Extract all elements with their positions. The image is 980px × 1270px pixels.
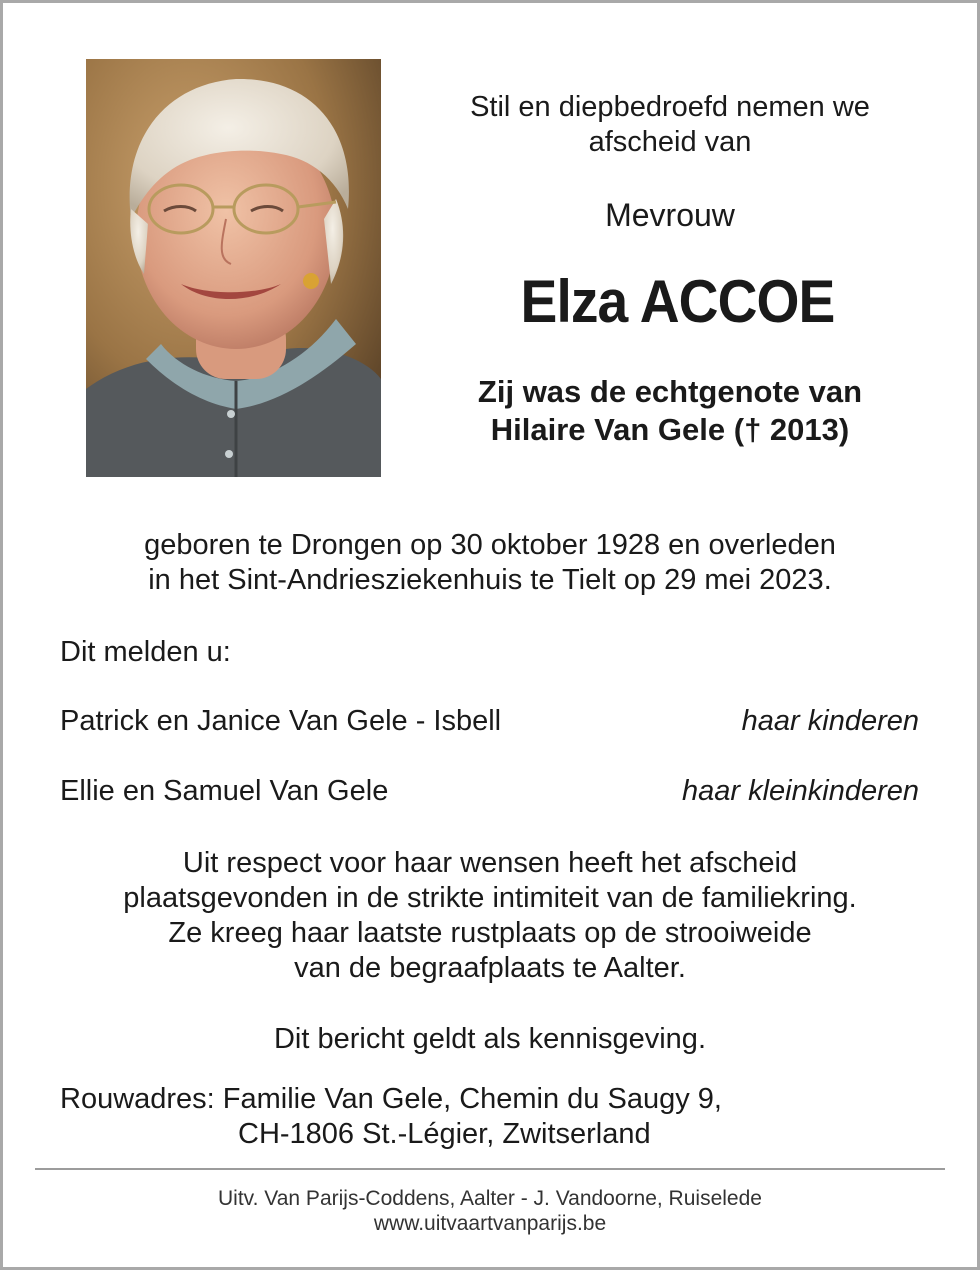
respect-line-3: Ze kreeg haar laatste rustplaats op de strooiweide [168,917,812,949]
intro-line-2: afscheid van [588,126,752,158]
mourning-address [60,1082,780,1152]
footer [0,1186,980,1236]
spouse-line-2: Hilaire Van Gele († 2013) [490,412,850,447]
address-line-1: Rouwadres: Familie Van Gele, Chemin du Saugy 9, [60,1083,722,1115]
intro-text [420,90,920,160]
relative-relation: haar kinderen [741,705,919,737]
relative-relation: haar kleinkinderen [682,775,919,807]
relative-names: Patrick en Janice Van Gele - Isbell [60,705,502,737]
spouse-text [420,373,920,449]
respect-line-1: Uit respect voor haar wensen heeft het afscheid [182,847,798,879]
address-line-2: CH-1806 St.-Légier, Zwitserland [238,1118,651,1150]
honorific-title: Mevrouw [605,197,735,233]
footer-website: www.uitvaartvanparijs.be [373,1212,607,1235]
respect-line-4: van de begraafplaats te Aalter. [294,952,686,984]
birth-death-text [0,528,980,598]
announce-heading: Dit melden u: [60,636,231,668]
footer-funeral-home: Uitv. Van Parijs-Coddens, Aalter - J. Vandoorne, Ruiselede [218,1187,762,1210]
portrait-photo [86,59,381,477]
birth-line-2: in het Sint-Andriesziekenhuis te Tielt op 29 mei 2023. [148,564,832,596]
respect-line-2: plaatsgevonden in de strikte intimiteit van de familiekring. [123,882,857,914]
footer-divider [35,1168,945,1170]
notice-text: Dit bericht geldt als kennisgeving. [273,1023,706,1055]
deceased-name: Elza ACCOE [520,268,835,335]
intro-line-1: Stil en diepbedroefd nemen we [470,91,870,123]
respect-paragraph [0,846,980,986]
relative-names: Ellie en Samuel Van Gele [60,775,389,807]
birth-line-1: geboren te Drongen op 30 oktober 1928 en overleden [144,529,836,561]
spouse-line-1: Zij was de echtgenote van [477,374,863,409]
